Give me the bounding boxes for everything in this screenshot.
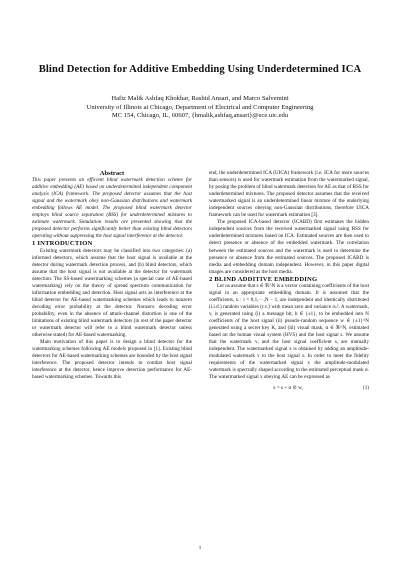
- author-names: Hafiz Malik Ashfaq Khokhar, Rashid Ansari, and Marco Salvemini: [111, 95, 289, 102]
- intro-paragraph-2: Main motivation of this paper is to design a blind detector for the watermarking schemes following AE models proposed in [1]. Existing blind detectors for AE-based watermarking schemes are bounded by the host signal interference. The proposed detector intends to combat host signal interference at the detector, hence improve detection performance for AE-based watermarking schemes. Towards this: [32, 339, 192, 381]
- equation-number: (1): [363, 385, 369, 392]
- page-number: 1: [198, 545, 202, 551]
- left-column: [32, 170, 192, 381]
- section-1-heading: 1 INTRODUCTION: [32, 240, 93, 248]
- author-address: MC 154, Chicago, IL, 60607, {hmalik,ashfaq,ansari}@ece.uic.edu: [111, 112, 289, 120]
- equation-1: [209, 385, 369, 392]
- author-block: [0, 95, 400, 121]
- right-column: [209, 170, 369, 392]
- equation-body: x = s + α ⊙ w,: [273, 385, 303, 392]
- section-2-heading: 2 BLIND ADDITIVE EMBEDDING: [209, 275, 318, 283]
- abstract-heading: Abstract: [99, 170, 125, 177]
- intro-paragraph-1: Existing watermark detectors may be classified into two categories: (a) informed detectors, which assume that the host signal is available at the detector during watermark detection process, and (b) blind detectors, which assume that the host signal is not available at the detector for watermark detection. The SS-based watermarking schemes (a special case of AE-based watermarking) rely on the theory of spread spectrum communication for information embedding and detection. Host signal acts as interference at the blind detector for AE-based watermarking schemes which leads to nonzero decoding error probability at the detector. Nonzero decoding error probability, even in the absence of attack-channel distortion is one of the limitations of existing blind watermark detectors (in rest of the paper detector or watermark detector will refer to a blind watermark detector unless otherwise stated) for AE-based watermarking.: [32, 247, 192, 339]
- intro-paragraph-3: end, the underdetermined ICA (UICA) framework (i.e. ICA for more sources than sensors) is used for watermark estimation from the watermarked signal, by posing the problem of blind watermark detection for AE as that of BSS for underdetermined mixtures. The proposed detector assumes that the received watermarked signal is an underdetermined linear mixture of the underlying independent sources obeying non-Gaussian distributions, therefore UICA framework can be used for watermark estimation [3].: [209, 170, 369, 219]
- author-affiliation: University of Illinois at Chicago, Department of Electrical and Computer Engineering: [86, 103, 314, 111]
- intro-paragraph-4: The proposed ICA-based detector (ICABD) first estimates the hidden independent sources from the received watermarked signal using BSS for underdetermined mixtures based on ICA. Estimated sources are then used to detect presence or absence of the embedded watermark. The correlation between the estimated sources and the watermark is used to determine the presence or absence from the estimated sources. The proposed ICABD is media and embedding domain independent. However, in this paper digital images are considered as the host media.: [209, 219, 369, 275]
- section-2-paragraph-1: Let us assume that s ∈ ℜ^N is a vector containing coefficients of the host signal in an appropriate embedding domain. It is assumed that the coefficients, sᵢ : i = 0,1,···,N − 1, are independent and identically distributed (i.i.d.) random variables (r.v.) with mean zero and variance σₛ². A watermark, v, is generated using (i) a message bit, b ∈ {±1}, to be embedded into N coefficients of the host signal (ii) pseudo-random sequence w ∈ {±1}^N generated using a secret key K, and (iii) visual mask, α ∈ ℜ^N, estimated based on the human visual system (HVS) and the host signal s. We assume that the watermark vᵢ and the host signal coefficient sᵢ are mutually independent. The watermarked signal x is obtained by adding an amplitude-modulated watermark v to the host signal s. In order to meet the fidelity requirements of the watermarked signal x the amplitude-modulated watermark is spectrally shaped according to the estimated perceptual mask α. The watermarked signal x obeying AE can be expressed as: [209, 282, 369, 381]
- paper-title: Blind Detection for Additive Embedding Using Underdetermined ICA: [38, 64, 362, 75]
- abstract-text: This paper presents an efficient blind watermark detection scheme for additive embedding (AE) based on underdetermined independent component analysis (ICA) framework. The proposed detector assumes that the host signal and the watermark obey non-Gaussian distributions and watermark embedding follows AE model. The proposed blind watermark detector employs blind source separation (BSS) for underdetermined mixtures to estimate watermark. Simulation results are presented showing that the proposed detector performs significantly better than existing blind detectors operating without suppressing the host signal interference at the detector.: [32, 177, 192, 240]
